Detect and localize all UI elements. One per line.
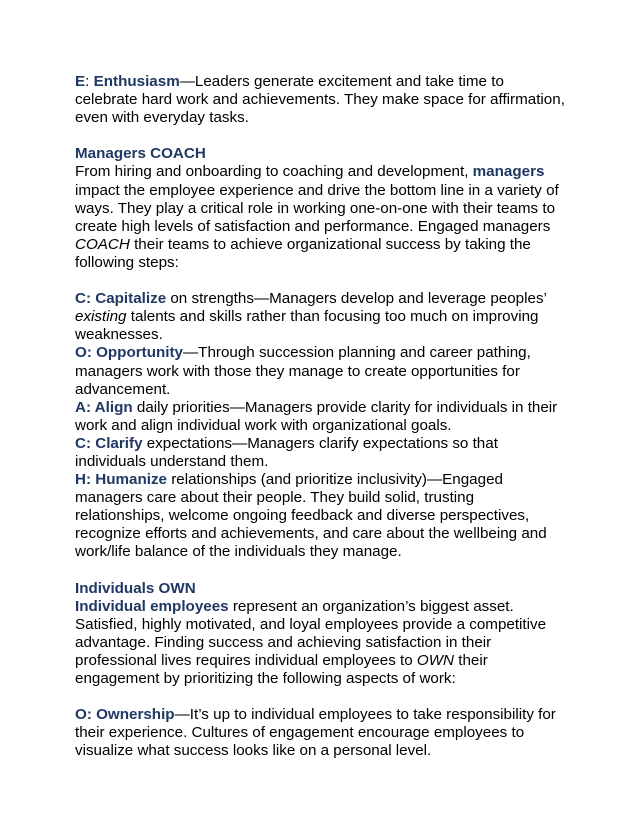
opportunity-term: O: Opportunity — [75, 344, 183, 362]
coach-intro-bold: managers — [472, 163, 545, 181]
capitalize-italic: existing — [75, 308, 127, 326]
enthusiasm-letter: E — [75, 73, 86, 90]
align-paragraph — [75, 399, 565, 435]
enthusiasm-text: —Leaders generate excitement and take time to celebrate hard work and achievements. They make space for affirmation, even with everyday tasks. — [75, 73, 565, 127]
own-intro-italic: OWN — [416, 652, 455, 669]
paragraph-spacer — [75, 688, 565, 706]
enthusiasm-term: Enthusiasm — [93, 73, 180, 90]
own-intro-paragraph — [75, 598, 565, 688]
capitalize-text-1: on strengths—Managers develop and leverage peoples’ — [166, 290, 547, 308]
paragraph-spacer — [75, 562, 565, 580]
clarify-text: expectations—Managers clarify expectations so that individuals understand them. — [75, 434, 498, 470]
capitalize-paragraph — [75, 290, 565, 344]
paragraph-spacer — [75, 272, 565, 290]
coach-heading-text: Managers COACH — [75, 145, 206, 163]
align-text: daily priorities—Managers provide clarity for individuals in their work and align individual work with organizational goals. — [75, 398, 558, 434]
ownership-text: —It’s up to individual employees to take responsibility for their experience. Cultures of engagement encourage employees to visualize what success looks like on a personal level. — [75, 706, 556, 760]
coach-intro-text-3: their teams to achieve organizational success by taking the following steps: — [75, 235, 531, 271]
align-term: A: Align — [75, 398, 133, 416]
own-heading — [75, 580, 565, 598]
coach-heading — [75, 145, 565, 163]
own-intro-text-1: represent an organization’s biggest asset. Satisfied, highly motivated, and loyal employees provide a competitive advantage. Finding success and achieving satisfaction in their professional lives requires individual employees to — [75, 597, 547, 669]
paragraph-spacer — [75, 127, 565, 145]
humanize-text: relationships (and prioritize inclusivity)—Engaged managers care about their people. They build solid, trusting relationships, welcome ongoing feedback and diverse perspectives, recognize efforts and achievements, and care about the wellbeing and work/life balance of the individuals they manage. — [75, 471, 547, 561]
ownership-paragraph — [75, 706, 565, 760]
humanize-term: H: Humanize — [75, 471, 167, 489]
coach-intro-text-1: From hiring and onboarding to coaching and development, — [75, 163, 473, 181]
enthusiasm-colon: : — [85, 73, 90, 90]
opportunity-paragraph — [75, 344, 565, 398]
capitalize-term: C: Capitalize — [75, 290, 167, 308]
opportunity-text: —Through succession planning and career pathing, managers work with those they manage to create opportunities for advancement. — [75, 344, 531, 398]
humanize-paragraph — [75, 471, 565, 561]
own-intro-text-2: their engagement by prioritizing the following aspects of work: — [75, 652, 488, 688]
own-intro-bold: Individual employees — [75, 597, 229, 615]
ownership-term: O: Ownership — [75, 706, 175, 724]
enthusiasm-paragraph — [75, 73, 565, 127]
clarify-term: C: Clarify — [75, 434, 143, 452]
coach-intro-text-2: impact the employee experience and drive the bottom line in a variety of ways. They play a critical role in working one-on-one with their teams to create high levels of satisfaction and performance. Engaged managers — [75, 181, 559, 235]
coach-intro-italic: COACH — [75, 235, 130, 253]
clarify-paragraph — [75, 435, 565, 471]
own-heading-text: Individuals OWN — [75, 579, 196, 597]
document-body — [75, 73, 565, 761]
capitalize-text-2: talents and skills rather than focusing too much on improving weaknesses. — [75, 308, 539, 344]
coach-intro-paragraph — [75, 163, 565, 272]
